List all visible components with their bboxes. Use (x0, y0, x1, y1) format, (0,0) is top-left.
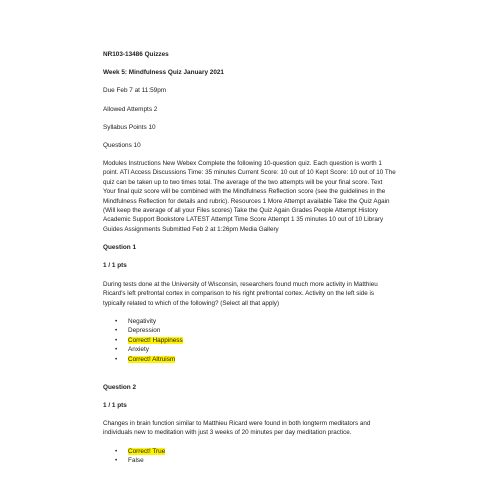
bullet-icon: • (115, 327, 118, 335)
allowed-attempts: Allowed Attempts 2 (103, 106, 158, 113)
answer-option-correct (103, 336, 183, 345)
question-1-options (103, 317, 183, 364)
description-line: Mindfulness Reflection for details and rubric). Resources 1 More Attempt available Take the Quiz Again (103, 197, 390, 205)
quiz-title: Week 5: Mindfulness Quiz January 2021 (103, 69, 224, 76)
answer-option (103, 345, 183, 354)
option-label: Depression (128, 327, 161, 335)
question-1-title: Question 1 (103, 244, 137, 251)
question-2-options (103, 447, 165, 466)
question-1-text (103, 280, 403, 308)
question-1-score: 1 / 1 pts (103, 262, 127, 269)
correct-highlight (115, 355, 176, 363)
question-text-line: During tests done at the University of Wisconsin, researchers found much more activity in Matthieu (103, 281, 378, 288)
option-label: Correct! True (128, 448, 166, 455)
description-line: Modules Instructions New Webex Complete the following 10-question quiz. Each question is worth 1 (103, 160, 382, 167)
correct-highlight (115, 448, 166, 455)
question-count: Questions 10 (103, 142, 141, 149)
question-text-line: individuals new to meditation with just 3 weeks of 20 minutes per day meditation practice. (103, 429, 352, 437)
quiz-description (103, 159, 403, 234)
question-2-title: Question 2 (103, 384, 137, 391)
answer-option-correct (103, 447, 165, 456)
syllabus-points: Syllabus Points 10 (103, 124, 156, 131)
answer-option (103, 317, 183, 326)
answer-option (103, 456, 165, 465)
description-line: quiz can be taken up to two times total. The average of the two attempts will be your final score. Text (103, 178, 383, 186)
description-line: Guides Assignments Submitted Feb 2 at 1:26pm Media Gallery (103, 225, 279, 233)
bullet-icon: • (115, 346, 118, 354)
bullet-icon: • (115, 448, 118, 455)
question-text-line: typically related to which of the following? (Select all that apply) (103, 299, 280, 307)
question-text-line: Changes in brain function similar to Matthieu Ricard were found in both longterm meditators and (103, 420, 371, 427)
correct-highlight (115, 336, 183, 344)
option-label: False (128, 457, 144, 465)
question-2-score: 1 / 1 pts (103, 402, 127, 409)
course-title: NR103-13486 Quizzes (103, 51, 169, 58)
bullet-icon: • (115, 355, 118, 363)
answer-option (103, 326, 183, 335)
bullet-icon: • (115, 457, 118, 465)
description-line: (Will keep the average of all your Files scores) Take the Quiz Again Grades People Attempt History (103, 207, 378, 215)
answer-option-correct (103, 355, 183, 364)
description-line: Your final quiz score will be combined with the Mindfulness Reflection score (see the guidelines in the (103, 188, 386, 196)
description-line: point. ATI Access Discussions Time: 35 minutes Current Score: 10 out of 10 Kept Score: 10 out of 10 The (103, 169, 396, 177)
option-label: Correct! Happiness (128, 336, 183, 344)
option-label: Negativity (128, 318, 157, 325)
option-label: Correct! Altruism (128, 355, 176, 363)
description-line: Academic Support Bookstore LATEST Attempt Time Score Attempt 1 35 minutes 10 out of 10 Library (103, 216, 384, 224)
due-date: Due Feb 7 at 11:59pm (103, 87, 167, 94)
bullet-icon: • (115, 318, 118, 325)
question-2-text (103, 419, 403, 438)
question-text-line: Ricard's left prefrontal cortex in comparison to his right prefrontal cortex. Activity on the left side is (103, 290, 375, 298)
option-label: Anxiety (128, 346, 149, 354)
bullet-icon: • (115, 336, 118, 344)
